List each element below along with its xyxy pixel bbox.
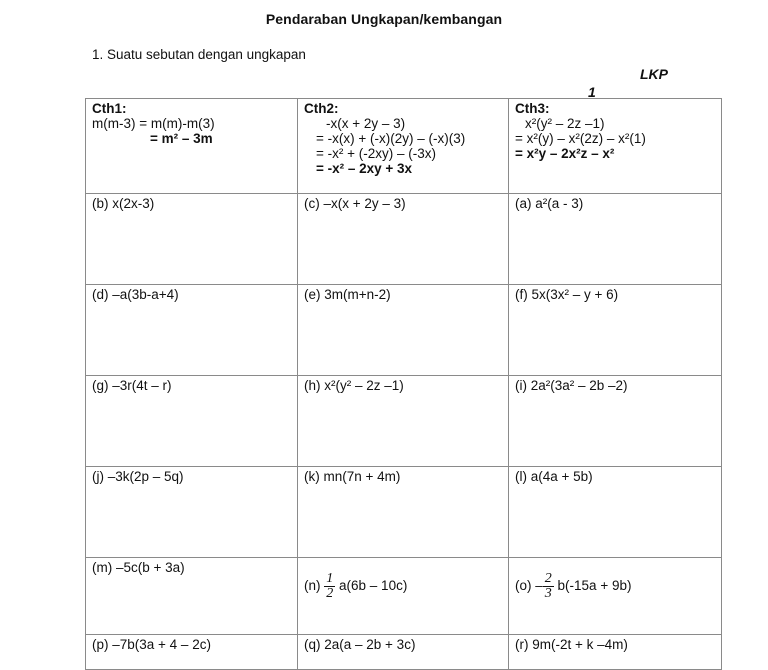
lkp-number: 1 — [588, 84, 596, 100]
example-step: = x²(y) – x²(2z) – x²(1) — [515, 131, 646, 146]
exercise-cell: (f) 5x(3x² – y + 6) — [509, 285, 722, 376]
example-heading: Cth1: — [92, 101, 127, 116]
exercise-table — [85, 98, 722, 670]
exercise-cell: (m) –5c(b + 3a) — [86, 558, 298, 635]
examples-row — [86, 99, 722, 194]
fraction-numerator: 2 — [544, 571, 552, 586]
fraction-denominator: 2 — [326, 586, 334, 601]
exercise-row — [86, 635, 722, 670]
exercise-cell: (i) 2a²(3a² – 2b –2) — [509, 376, 722, 467]
example-cell — [298, 99, 509, 194]
example-step: = -x(x) + (-x)(2y) – (-x)(3) — [316, 131, 466, 146]
exercise-cell: (d) –a(3b-a+4) — [86, 285, 298, 376]
exercise-cell: (r) 9m(-2t + k –4m) — [509, 635, 722, 670]
example-result: = m² – 3m — [150, 131, 213, 146]
fraction — [543, 572, 554, 601]
exercise-label: (n) — [304, 578, 321, 594]
example-step: = -x² + (-2xy) – (-3x) — [316, 146, 437, 161]
example-heading: Cth2: — [304, 101, 339, 116]
exercise-cell: (e) 3m(m+n-2) — [298, 285, 509, 376]
page-title: Pendaraban Ungkapan/kembangan — [265, 11, 503, 27]
exercise-cell: (c) –x(x + 2y – 3) — [298, 194, 509, 285]
exercise-cell: (h) x²(y² – 2z –1) — [298, 376, 509, 467]
fraction-denominator: 3 — [544, 586, 552, 601]
fraction-numerator: 1 — [326, 571, 334, 586]
example-result: = -x² – 2xy + 3x — [316, 161, 413, 176]
example-heading: Cth3: — [515, 101, 550, 116]
exercise-expression: a(6b – 10c) — [339, 578, 408, 594]
exercise-cell: (a) a²(a - 3) — [509, 194, 722, 285]
fraction — [324, 572, 335, 601]
example-result: = x²y – 2x²z – x² — [515, 146, 615, 161]
exercise-row — [86, 194, 722, 285]
exercise-row — [86, 467, 722, 558]
exercise-row — [86, 285, 722, 376]
example-cell — [509, 99, 722, 194]
example-step: -x(x + 2y – 3) — [326, 116, 406, 131]
exercise-cell: (l) a(4a + 5b) — [509, 467, 722, 558]
fraction-sign: – — [535, 578, 543, 594]
exercise-cell: (k) mn(7n + 4m) — [298, 467, 509, 558]
exercise-cell: (j) –3k(2p – 5q) — [86, 467, 298, 558]
exercise-cell: (g) –3r(4t – r) — [86, 376, 298, 467]
example-step: m(m-3) = m(m)-m(3) — [92, 116, 215, 131]
exercise-expression: b(-15a + 9b) — [557, 578, 632, 594]
exercise-cell: (b) x(2x-3) — [86, 194, 298, 285]
exercise-cell: (p) –7b(3a + 4 – 2c) — [86, 635, 298, 670]
example-cell — [86, 99, 298, 194]
exercise-cell — [509, 558, 722, 635]
lkp-label: LKP — [640, 66, 668, 82]
question-text: 1. Suatu sebutan dengan ungkapan — [92, 47, 306, 62]
exercise-cell — [298, 558, 509, 635]
exercise-label: (o) — [515, 578, 532, 594]
exercise-row — [86, 558, 722, 635]
example-step: x²(y² – 2z –1) — [525, 116, 605, 131]
exercise-cell: (q) 2a(a – 2b + 3c) — [298, 635, 509, 670]
exercise-row — [86, 376, 722, 467]
